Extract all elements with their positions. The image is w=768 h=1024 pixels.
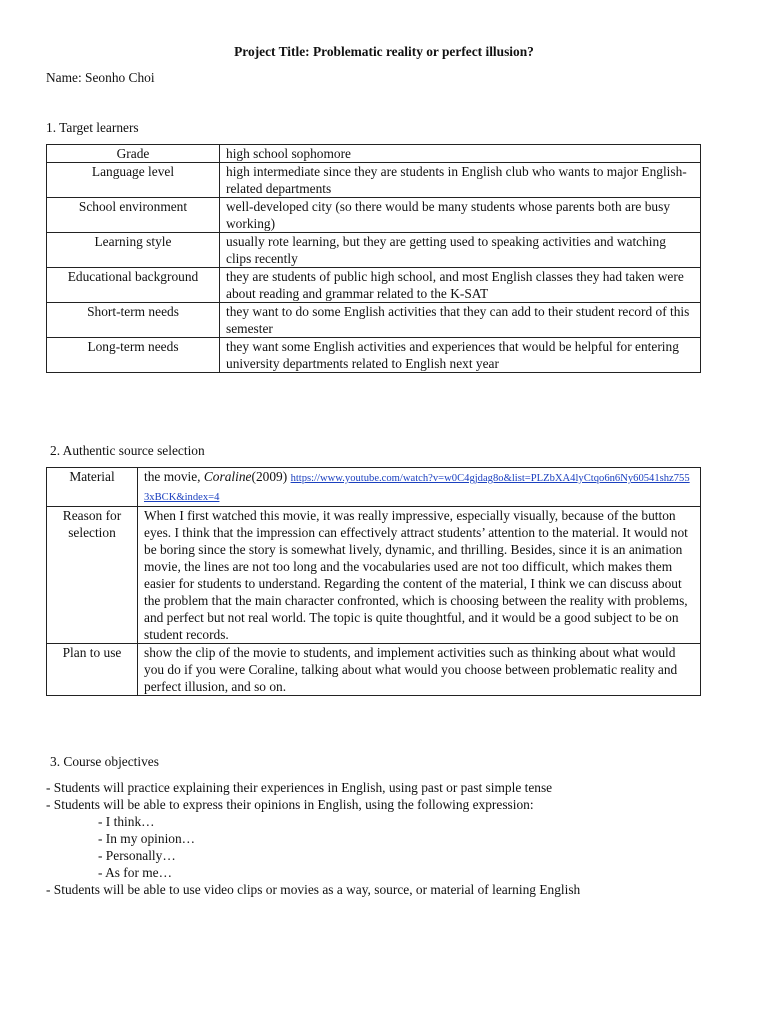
row-value: they want to do some English activities that they can add to their student record of this semester xyxy=(220,303,701,338)
objective-item: - Students will practice explaining their experiences in English, using past or past simple tense xyxy=(46,780,553,795)
source-selection-table xyxy=(46,467,701,696)
row-value: they want some English activities and experiences that would be helpful for entering university departments related to English next year xyxy=(220,338,701,373)
material-prefix: the movie, xyxy=(144,469,204,484)
objective-item: - Students will be able to use video clips or movies as a way, source, or material of learning English xyxy=(46,882,581,897)
material-cell xyxy=(138,468,701,507)
table-row xyxy=(47,268,701,303)
table-row xyxy=(47,163,701,198)
row-value: high intermediate since they are students in English club who wants to major English-related departments xyxy=(220,163,701,198)
expression-item: - I think… xyxy=(98,814,155,829)
table-row xyxy=(47,338,701,373)
expression-item: - In my opinion… xyxy=(98,831,196,846)
movie-title: Coraline xyxy=(203,469,252,484)
row-label: Long-term needs xyxy=(47,338,220,373)
section-heading-target-learners: 1. Target learners xyxy=(46,120,139,135)
objective-item: - Students will be able to express their opinions in English, using the following expression: xyxy=(46,797,534,812)
table-row xyxy=(47,303,701,338)
row-label: Grade xyxy=(47,145,220,163)
youtube-link[interactable]: https://www.youtube.com/watch?v=w0C4gjdag8o&list=PLZbXA4lyCtqo6n6Ny60541shz7553xBCK&index=4 xyxy=(144,473,690,503)
row-label: Language level xyxy=(47,163,220,198)
row-label: School environment xyxy=(47,198,220,233)
table-row xyxy=(47,145,701,163)
section-heading-course-objectives: 3. Course objectives xyxy=(50,754,159,769)
target-learners-table xyxy=(46,144,701,373)
table-row xyxy=(47,507,701,644)
row-value: usually rote learning, but they are getting used to speaking activities and watching clips recently xyxy=(220,233,701,268)
row-value: they are students of public high school, and most English classes they had taken were about reading and grammar related to the K-SAT xyxy=(220,268,701,303)
plan-label: Plan to use xyxy=(47,644,138,696)
row-label: Educational background xyxy=(47,268,220,303)
reason-text: When I first watched this movie, it was really impressive, especially visually, because of the button eyes. I think that the impression can effectively attract students’ attention to the material. It would not be boring since the story is somewhat lively, dynamic, and thrilling. Besides, since it is an animation movie, the lines are not too long and the vocabularies used are not too difficult, which makes them easier for students to understand. Regarding the content of the material, I think we can discuss about the problem that the main character confronted, which is choosing between the reality with problems, and perfect but not real world. The topic is quite thoughtful, and it would be a good subject to be on student records. xyxy=(138,507,701,644)
table-row xyxy=(47,644,701,696)
reason-label: Reason for selection xyxy=(47,507,138,644)
table-row xyxy=(47,233,701,268)
page-title: Project Title: Problematic reality or perfect illusion? xyxy=(234,44,534,59)
material-label: Material xyxy=(47,468,138,507)
student-name: Name: Seonho Choi xyxy=(46,70,155,85)
row-value: well-developed city (so there would be many students whose parents both are busy working) xyxy=(220,198,701,233)
row-label: Learning style xyxy=(47,233,220,268)
section-heading-source-selection: 2. Authentic source selection xyxy=(50,443,205,458)
expression-item: - Personally… xyxy=(98,848,176,863)
table-row xyxy=(47,198,701,233)
table-row xyxy=(47,468,701,507)
row-label: Short-term needs xyxy=(47,303,220,338)
movie-year: (2009) xyxy=(251,469,291,484)
row-value: high school sophomore xyxy=(220,145,701,163)
expression-item: - As for me… xyxy=(98,865,173,880)
course-objectives-list xyxy=(46,779,746,898)
plan-text: show the clip of the movie to students, and implement activities such as thinking about what would you do if you were Coraline, talking about what would you choose between problematic reality and perfect illusion, and so on. xyxy=(138,644,701,696)
